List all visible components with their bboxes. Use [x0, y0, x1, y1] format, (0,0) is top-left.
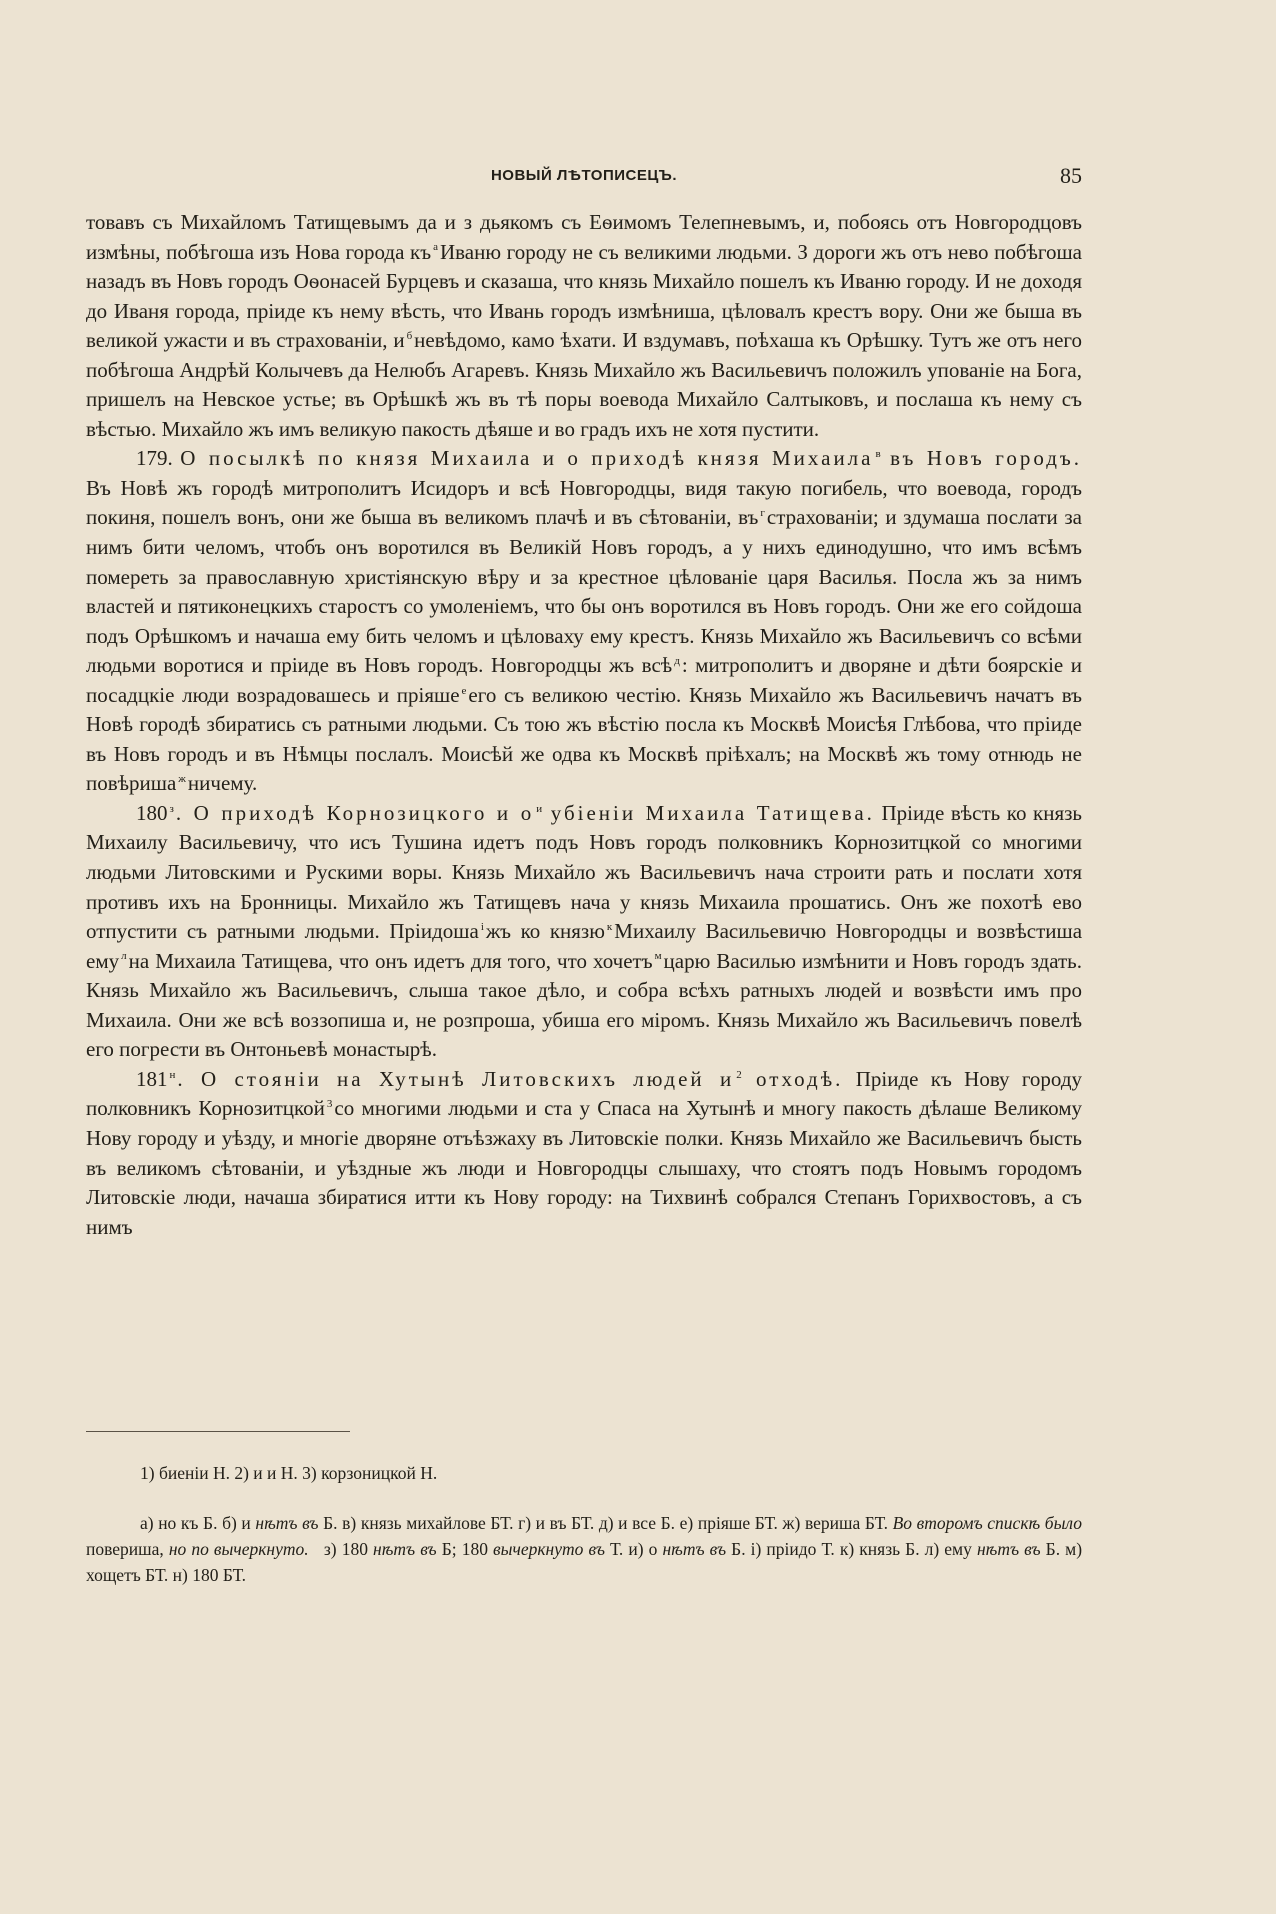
text-run: Иваню городу не съ великими людьми. З дороги жъ отъ нево побѣгоша назадъ въ Новъ городъ Оѳонасей Бурцевъ и сказаша, что князь Михайло пошелъ къ Иваню городу. И не доходя до Иваня города, пріиде къ нему вѣсть, что Ивань городъ измѣниша, цѣловалъ крестъ вору. Они же быша въ великой ужасти и въ страхованіи, и: [86, 239, 1082, 353]
text-run: ничему.: [187, 771, 258, 796]
footnote-marker: з: [169, 802, 174, 815]
footnotes: [86, 1460, 1082, 1588]
paragraph-continuation: [86, 208, 1082, 444]
body-text: [86, 208, 1082, 1242]
text-run: жъ ко князю: [485, 919, 605, 944]
footnote-marker: м: [654, 950, 662, 963]
chapter-heading: . О приходѣ Корнозицкого и о: [175, 800, 535, 825]
text-run: з) 180: [323, 1539, 368, 1559]
numeric-footnotes: 1) биеніи Н. 2) и и Н. 3) корзоницкой Н.: [140, 1463, 438, 1483]
chapter-number: 180: [136, 800, 168, 825]
footnote-marker: и: [536, 802, 543, 815]
footnote-marker: а: [433, 241, 438, 254]
footnote-separator: [86, 1431, 350, 1432]
chapter-heading-end: убіеніи Михаила Татищева.: [550, 800, 875, 825]
text-run: Т. и) о: [609, 1539, 658, 1559]
footnote-marker: 3: [326, 1098, 333, 1111]
text-run: со многими людьми и ста у Спаса на Хутынѣ и многу пакость дѣлаше Великому Нову городу и уѣзду, и многіе дворяне отъѣзжаху въ Литовскіе полки. Князь Михайло же Васильевичъ бысть въ великомъ сѣтованіи, и уѣздные жъ люди и Новгородцы слышаху, что стоятъ подъ Новымъ городомъ Литовскіе люди, начаша збиратися итти къ Нову городу: на Тихвинѣ собрался Степанъ Горихвостовъ, а съ нимъ: [86, 1096, 1082, 1239]
text-run: Михаилу Васильевичю Новгородцы и возвѣстиша ему: [86, 919, 1083, 973]
text-run: царю Василью измѣнити и Новъ городъ здать. Князь Михайло жъ Васильевичъ, слыша такое дѣло, и собра всѣхъ ратныхъ людей и возвѣсти имъ про Михаила. Они же всѣ воззопиша и, не розпроша, убиша его міромъ. Князь Михайло жъ Васильевичъ повелѣ его погрести въ Онтоньевѣ монастырѣ.: [86, 948, 1082, 1062]
footnote-marker: д: [674, 654, 680, 667]
text-run: Б. в) князь михайлове БТ. г) и въ БТ. д) и все Б. е) пріяше БТ. ж) вериша БТ.: [323, 1513, 888, 1533]
italic-run: нѣтъ въ: [662, 1539, 727, 1559]
footnote-marker: н: [169, 1068, 176, 1081]
text-run: Б. м) хощетъ БТ. н) 180 БТ.: [86, 1539, 1083, 1585]
footnote-marker: л: [121, 950, 127, 963]
chapter-181: [86, 1065, 1082, 1242]
footnote-marker: і: [480, 920, 484, 933]
text-run: на Михаила Татищева, что онъ идетъ для того, что хочетъ: [128, 948, 653, 973]
italic-run: нѣтъ въ: [373, 1539, 437, 1559]
text-run: Пріиде къ Нову городу полковникъ Корнозитцкой: [86, 1066, 1083, 1121]
italic-run: но по вычеркнуто.: [168, 1539, 309, 1559]
chapter-heading: О посылкѣ по князя Михаила и о приходѣ князя Михаила: [180, 446, 874, 471]
text-run: а) но къ Б. б) и: [140, 1513, 251, 1533]
text-run: Б. і) пріидо Т. к) князь Б. л) ему: [731, 1539, 972, 1559]
footnote-marker: в: [875, 448, 881, 461]
page-number: 85: [1060, 163, 1082, 188]
footnote-marker: ж: [178, 773, 186, 786]
text-run: повериша,: [86, 1539, 164, 1559]
chapter-number: 181: [136, 1066, 168, 1091]
footnote-marker: к: [606, 920, 613, 933]
text-run: Въ Новѣ жъ городѣ митрополитъ Исидоръ и всѣ Новгородцы, видя такую погибель, что воевода, городъ покиня, пошелъ вонъ, они же быша въ великомъ плачѣ и въ сѣтованіи, въ: [86, 475, 1082, 530]
chapter-number: 179.: [136, 446, 173, 471]
footnote-marker: б: [406, 329, 413, 342]
text-run: невѣдомо, камо ѣхати. И вздумавъ, поѣхаша къ Орѣшку. Тутъ же отъ него побѣгоша Андрѣй Колычевъ да Нелюбъ Агаревъ. Князь Михайло жъ Васильевичъ положилъ упованіе на Бога, пришелъ на Невское устье; въ Орѣшкѣ жъ въ тѣ поры воевода Михайло Салтыковъ, и послаша къ нему съ вѣстью. Михайло жъ имъ великую пакость дѣяше и во градъ ихъ не хотя пустити.: [86, 328, 1082, 441]
text-run: страхованіи; и здумаша послати за нимъ бити челомъ, чтобъ онъ воротился въ Великій Новъ городъ, а у нихъ единодушно, что имъ всѣмъ помереть за православную христіянскую вѣру и за крестное цѣлованіе царя Василья. Посла жъ за нимъ властей и пятиконецкихъ старостъ со умоленіемъ, что бы онъ воротился въ Новъ городъ. Они же его сойдоша подъ Орѣшкомъ и начаша ему бить челомъ и цѣловаху ему крестъ. Князь Михайло жъ Васильевичъ со всѣми людьми воротися и пріиде въ Новъ городъ. Новгородцы жъ всѣ: [86, 505, 1083, 678]
italic-run: нѣтъ въ: [255, 1513, 319, 1533]
text-run: товавъ съ Михайломъ Татищевымъ да и з дьякомъ съ Еѳимомъ Телепневымъ, и, побоясь отъ Новгородцовъ измѣны, побѣгоша изъ Нова города къ: [86, 210, 1082, 264]
chapter-heading-end: въ Новъ городъ.: [890, 446, 1083, 471]
text-run: его съ великою честію. Князь Михайло жъ Васильевичъ начатъ въ Новѣ городѣ збиратись съ ратными людьми. Съ тою жъ вѣстію посла къ Москвѣ Моисѣя Глѣбова, что пріиде въ Новъ городъ и въ Нѣмцы послалъ. Моисѣй же одва къ Москвѣ пріѣхалъ; на Москвѣ жъ тому отнюдь не повѣриша: [86, 682, 1082, 796]
italic-run: нѣтъ въ: [976, 1539, 1041, 1559]
chapter-heading-end: отходѣ.: [756, 1066, 844, 1091]
chapter-179: [86, 444, 1082, 799]
text-run: : митрополитъ и дворяне и дѣти боярскіе и посадцкіе люди возрадовашесь и пріяше: [86, 653, 1082, 707]
letter-footnotes: [86, 1510, 1082, 1588]
italic-run: Во второмъ спискѣ было: [892, 1513, 1083, 1533]
footnote-marker: е: [461, 684, 467, 697]
text-run: Б; 180: [441, 1539, 488, 1559]
chapter-heading: . О стояніи на Хутынѣ Литовскихъ людей и: [177, 1066, 735, 1091]
running-title: НОВЫЙ ЛѢТОПИСЕЦЪ.: [490, 167, 678, 184]
footnote-marker: 2: [736, 1068, 742, 1081]
italic-run: вычеркнуто въ: [493, 1539, 605, 1559]
running-head: [86, 163, 1082, 191]
text-run: Пріиде вѣсть ко князь Михаилу Васильевичу, что исъ Тушина идетъ подъ Новъ городъ полковникъ Корнозитцкой со многими людьми Литовскими и Рускими воры. Князь Михайло жъ Васильевичъ нача строити рать и послати хотя противъ ихъ на Бронницы. Михайло жъ Татищевъ нача у князь Михаила прошатись. Онъ же похотѣ ево отпустити съ ратными людьми. Пріидоша: [86, 800, 1082, 944]
chapter-180: [86, 799, 1082, 1065]
footnote-marker: г: [760, 507, 765, 520]
